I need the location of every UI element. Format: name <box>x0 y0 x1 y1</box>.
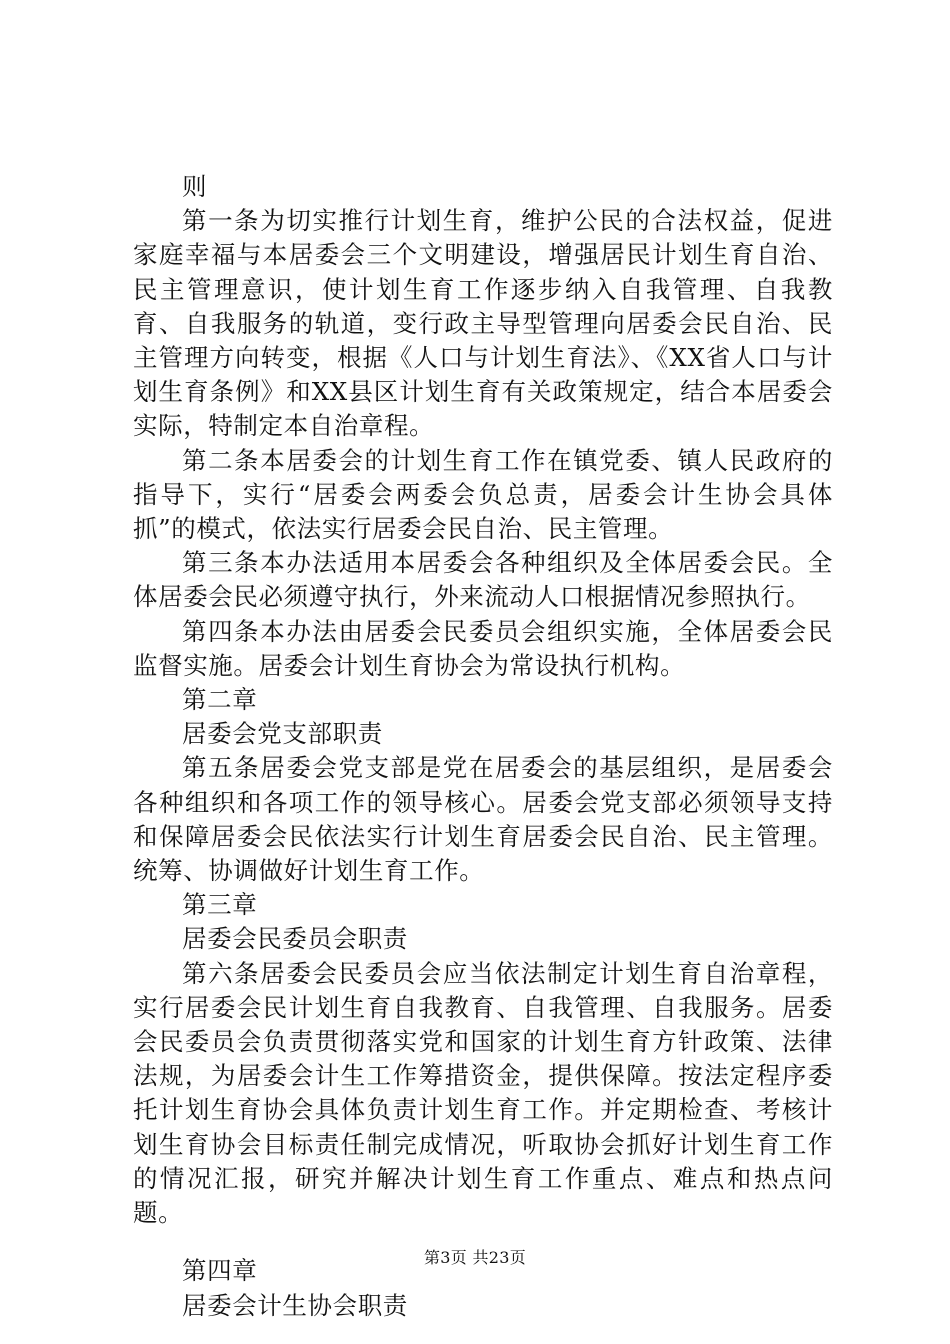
article-1: 第一条为切实推行计划生育，维护公民的合法权益，促进家庭幸福与本居委会三个文明建设，增强居民计划生育自治、民主管理意识，使计划生育工作逐步纳入自我管理、自我教育、自我服务的轨道，变行政主导型管理向居委会民自治、民主管理方向转变，根据《人口与计划生育法》、《XX省人口与计划生育条例》和XX县区计划生育有关政策规定，结合本居委会实际，特制定本自治章程。 <box>133 206 833 441</box>
chapter-4-heading: 第四章 <box>182 1256 258 1286</box>
intro-fragment: 则 <box>182 172 208 201</box>
page-number-footer: 第3页 共23页 <box>423 1248 527 1267</box>
chapter-3-heading: 第三章 <box>182 890 258 920</box>
article-2: 第二条本居委会的计划生育工作在镇党委、镇人民政府的指导下，实行“居委会两委会负总责，居委会计生协会具体抓”的模式，依法实行居委会民自治、民主管理。 <box>133 445 833 544</box>
article-4: 第四条本办法由居委会民委员会组织实施，全体居委会民监督实施。居委会计划生育协会为常设执行机构。 <box>133 616 833 680</box>
article-6: 第六条居委会民委员会应当依法制定计划生育自治章程，实行居委会民计划生育自我教育、自我管理、自我服务。居委会民委员会负责贯彻落实党和国家的计划生育方针政策、法律法规，为居委会计生工作筹措资金，提供保障。按法定程序委托计划生育协会具体负责计划生育工作。并定期检查、考核计划生育协会目标责任制完成情况，听取协会抓好计划生育工作的情况汇报，研究并解决计划生育工作重点、难点和热点问题。 <box>133 958 833 1228</box>
document-body <box>133 170 833 1323</box>
chapter-3-title: 居委会民委员会职责 <box>182 924 408 954</box>
article-3: 第三条本办法适用本居委会各种组织及全体居委会民。全体居委会民必须遵守执行，外来流动人口根据情况参照执行。 <box>133 548 833 612</box>
chapter-4-title: 居委会计生协会职责 <box>182 1290 408 1320</box>
chapter-2-title: 居委会党支部职责 <box>182 719 383 749</box>
chapter-2-heading: 第二章 <box>182 685 258 715</box>
article-5: 第五条居委会党支部是党在居委会的基层组织，是居委会各种组织和各项工作的领导核心。居委会党支部必须领导支持和保障居委会民依法实行计划生育居委会民自治、民主管理。统筹、协调做好计划生育工作。 <box>133 753 833 886</box>
